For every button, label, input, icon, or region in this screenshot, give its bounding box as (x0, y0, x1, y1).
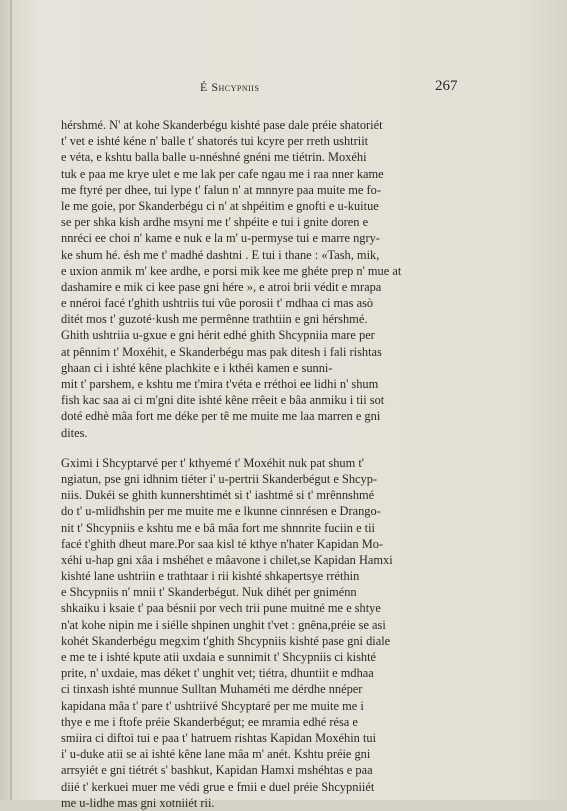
text-line: kishté lane ushtriin e trathtaar i rii kishté shkapertsye rréthin (61, 569, 360, 584)
text-line: n'at kohe nipin me i siélle shpinen unghit t'vet : gnêna,préie se asi (61, 617, 386, 632)
text-line: ghaan ci i ishté kêne plachkite e i kthéi kamen e sunni- (61, 360, 333, 375)
text-line: se per shka kish ardhe msyni me t' shpéite e tui i gnite doren e (61, 215, 369, 230)
text-line: Ghith ushtriia u-gxue e gni hérit edhé ghith Shcypniia mare per (61, 328, 375, 343)
text-line: at pênnim t' Moxéhit, e Skanderbégu mas pak ditesh i fali rishtas (61, 344, 382, 359)
running-head: É Shcypniis (200, 80, 260, 94)
body-text (61, 117, 471, 811)
text-line: dites. (61, 425, 88, 440)
text-line: e me te i ishté kpute atii uxdaia e sunnimit t' Shcypniis ci kishté (61, 650, 377, 664)
paragraph (61, 455, 471, 811)
text-line: e nnéroi facé t'ghith ushtriis tui vûe porosii t' mdhaa ci mas asò (61, 296, 374, 311)
paragraph (61, 117, 471, 441)
text-line: hérshmé. N' at kohe Skanderbégu kishté pase dale préie shatoriét (61, 118, 383, 132)
book-spine-shadow (10, 0, 12, 800)
text-line: ditét mos t' guzoté·kush me permênne trathtiin e gni hérshmé. (61, 312, 368, 327)
text-line: ke shum hé. ésh me t' madhé dashtni . E tui i thane : «Tash, mik, (61, 247, 380, 262)
text-line: ngiatun, pse gni idhnim tiéter i' u-pertrii Skanderbégut e Shcyp- (61, 471, 378, 486)
text-line: shkaiku i ksaie t' paa bésnii por vech trii pune muitné me e shtye (61, 601, 381, 616)
text-line: mit t' parshem, e kshtu me t'mira t'véta e rréthoi ee lidhi n' shum (61, 377, 379, 391)
text-line: tuk e paa me krye ulet e me lak per cafe ngau me i raa nner kame (61, 166, 384, 181)
text-line: kohét Skanderbégu megxim t'ghith Shcypniis kishté pase gni diale (61, 633, 391, 648)
text-line: me ftyré per dhee, tui lype t' falun n' at mnnyre paa muite me fo- (61, 182, 381, 197)
text-line: i' u-duke atii se ai ishté kêne lane mâa m' anét. Kshtu préie gni (61, 747, 371, 762)
text-line: thye e me i ftofe préie Skanderbégut; ee mramia edhé résa e (61, 714, 358, 729)
paragraph-gap (61, 441, 471, 455)
text-line: me u-lidhe mas gni xotniiét rii. (61, 795, 215, 810)
text-line: nnréci ee choi n' kame e nuk e la m' u-permyse tui e marre ngry- (61, 231, 380, 246)
page-header (0, 80, 567, 100)
text-line: niis. Dukéi se ghith kunnershtimét si t' iashtmé si t' mrênnshmé (61, 488, 375, 503)
text-line: Gximi i Shcyptarvé per t' kthyemé t' Moxéhit nuk pat shum t' (61, 455, 364, 470)
text-line: xéhi u-hap gni xâa i mshéhet e mâavone i chilet,se Kapidan Hamxi (61, 552, 393, 567)
text-line: do t' u-mlidhshin per me muite me e lkunne cinnrésen e Drango- (61, 504, 381, 519)
page-number: 267 (435, 78, 458, 94)
text-line: kapidana mâa t' pare t' ushtriivé Shcyptaré per me muite me i (61, 698, 364, 713)
text-line: prite, n' uxdaie, mas déket t' unghit vet; tiétra, dhuntiit e mdhaa (61, 666, 374, 681)
text-line: nit t' Shcypniis e kshtu me e bâ mâa fort me shnnrite fuciin e tii (61, 520, 375, 535)
text-line: e uxion anmik m' kee ardhe, e porsi mik kee me ghéte prep n' mue at (61, 263, 402, 278)
text-line: e Shcypniis n' mnii t' Skanderbégut. Nuk dihét per gniménn (61, 585, 357, 600)
text-line: e véta, e kshtu balla balle u-nnéshné gnéni me tiétrin. Moxéhi (61, 150, 367, 165)
text-line: diié t' kerkuei muer me védi grue e fmii e duel préie Shcypniiét (61, 779, 375, 794)
text-line: dashamire e mik ci kee pase gni hére », e atroi brii védit e mrapa (61, 279, 382, 294)
text-line: ci tinxash ishté munnue Sulltan Muhaméti me dérdhe nnéper (61, 682, 363, 697)
text-line: arrsyiét e gni tiétrét s' bashkut, Kapidan Hamxi mshéhtas e paa (61, 763, 373, 778)
text-line: smiira ci diftoi tui e paa t' hatruem rishtas Kapidan Moxéhin tui (61, 730, 377, 745)
text-line: le me goie, por Skanderbégu ci n' at shpéitim e gnofti e u-kuitue (61, 198, 379, 213)
text-line: doté edhè mâa fort me déke per tê me muite me laa marren e gni (61, 409, 381, 424)
text-line: t' vet e ishté kéne n' balle t' shatorés tui kcyre per rreth ushtriit (61, 134, 369, 149)
text-line: facé t'ghith dheut mare.Por saa kisl té kthye n'hater Kapidan Mo- (61, 536, 384, 551)
text-line: fish kac saa ai ci m'gni dite ishté kêne rrêeit e bâa anmiku i tii sot (61, 393, 385, 408)
